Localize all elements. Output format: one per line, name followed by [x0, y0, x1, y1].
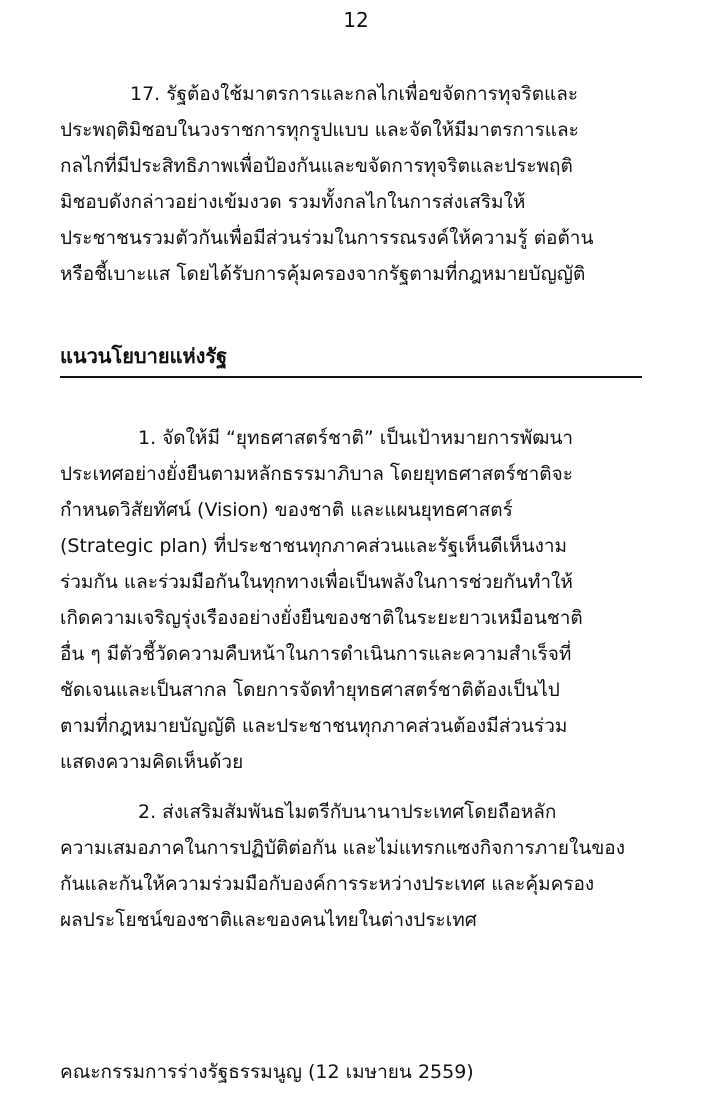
paragraph-line: ความเสมอภาคในการปฏิบัติต่อกัน และไม่แทรกแซงกิจการภายในของ	[60, 837, 625, 859]
paragraph-line: แสดงความคิดเห็นด้วย	[60, 751, 244, 773]
article-17-paragraph	[60, 76, 642, 292]
paragraph-line: อื่น ๆ มีตัวชี้วัดความคืบหน้าในการดำเนินการและความสำเร็จที่	[60, 643, 572, 665]
section-heading: แนวนโยบายแห่งรัฐ	[60, 344, 228, 368]
footer-note: คณะกรรมการร่างรัฐธรรมนูญ (12 เมษายน 2559)	[60, 1061, 474, 1083]
paragraph-line: ร่วมกัน และร่วมมือกันในทุกทางเพื่อเป็นพลังในการช่วยกันทำให้	[60, 571, 573, 593]
paragraph-line: 17. รัฐต้องใช้มาตรการและกลไกเพื่อขจัดการทุจริตและ	[130, 83, 579, 105]
paragraph-line: ประเทศอย่างยั่งยืนตามหลักธรรมาภิบาล โดยยุทธศาสตร์ชาติจะ	[60, 463, 573, 485]
page-number: 12	[343, 8, 369, 32]
paragraph-line: กำหนดวิสัยทัศน์ (Vision) ของชาติ และแผนยุทธศาสตร์	[60, 499, 513, 521]
policy-1-paragraph	[60, 420, 642, 780]
paragraph-line: มิชอบดังกล่าวอย่างเข้มงวด รวมทั้งกลไกในการส่งเสริมให้	[60, 191, 526, 213]
paragraph-line: 2. ส่งเสริมสัมพันธไมตรีกับนานาประเทศโดยถือหลัก	[138, 801, 557, 823]
paragraph-line: ประพฤติมิชอบในวงราชการทุกรูปแบบ และจัดให้มีมาตรการและ	[60, 119, 579, 141]
paragraph-line: 1. จัดให้มี “ยุทธศาสตร์ชาติ” เป็นเป้าหมายการพัฒนา	[138, 427, 574, 449]
paragraph-line: ประชาชนรวมตัวกันเพื่อมีส่วนร่วมในการรณรงค์ให้ความรู้ ต่อต้าน	[60, 227, 594, 249]
paragraph-line: (Strategic plan) ที่ประชาชนทุกภาคส่วนและรัฐเห็นดีเห็นงาม	[60, 535, 568, 557]
paragraph-line: หรือชี้เบาะแส โดยได้รับการคุ้มครองจากรัฐตามที่กฎหมายบัญญัติ	[60, 263, 586, 285]
paragraph-line: ชัดเจนและเป็นสากล โดยการจัดทำยุทธศาสตร์ชาติต้องเป็นไป	[60, 679, 560, 701]
policy-2-paragraph	[60, 794, 642, 938]
paragraph-line: เกิดความเจริญรุ่งเรืองอย่างยั่งยืนของชาติในระยะยาวเหมือนชาติ	[60, 607, 583, 629]
paragraph-line: กลไกที่มีประสิทธิภาพเพื่อป้องกันและขจัดการทุจริตและประพฤติ	[60, 155, 573, 177]
paragraph-line: ตามที่กฎหมายบัญญัติ และประชาชนทุกภาคส่วนต้องมีส่วนร่วม	[60, 715, 568, 737]
paragraph-line: กันและกันให้ความร่วมมือกับองค์การระหว่างประเทศ และคุ้มครอง	[60, 873, 595, 895]
heading-underline	[60, 376, 642, 378]
paragraph-line: ผลประโยชน์ของชาติและของคนไทยในต่างประเทศ	[60, 909, 477, 931]
